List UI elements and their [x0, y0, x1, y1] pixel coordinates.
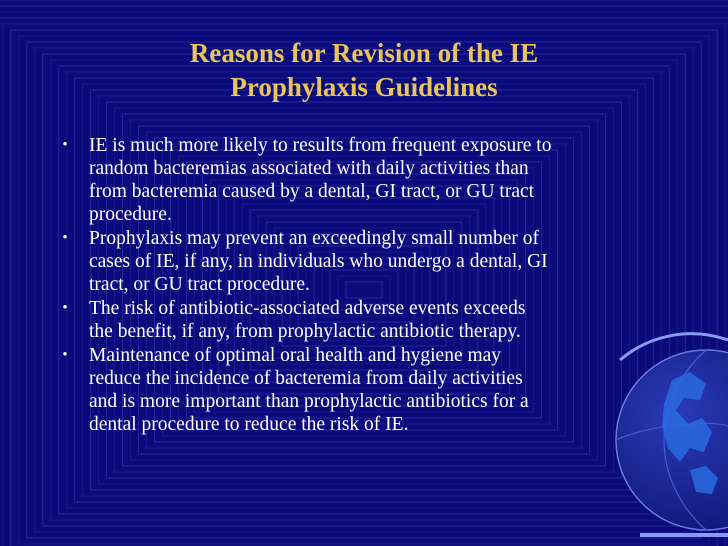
bullet-line: tract, or GU tract procedure.: [89, 274, 310, 295]
bullet-line: IE is much more likely to results from frequent exposure to: [89, 135, 552, 156]
bullet-item: [58, 227, 678, 296]
slide-title: [100, 36, 628, 104]
bullet-line: cases of IE, if any, in individuals who undergo a dental, GI: [89, 251, 548, 272]
bullet-icon: •: [62, 347, 68, 363]
bullet-icon: •: [62, 300, 68, 316]
bullet-line: from bacteremia caused by a dental, GI tract, or GU tract: [89, 181, 535, 202]
bullet-icon: •: [62, 137, 68, 153]
slide-title-line: Prophylaxis Guidelines: [230, 72, 498, 102]
bullet-line: dental procedure to reduce the risk of IE.: [89, 414, 409, 435]
bullet-item: [58, 134, 678, 226]
bullet-line: and is more important than prophylactic antibiotics for a: [89, 391, 529, 412]
bullet-line: The risk of antibiotic-associated adverse events exceeds: [89, 298, 526, 319]
bullet-item: [58, 297, 678, 343]
bullet-line: Prophylaxis may prevent an exceedingly small number of: [89, 228, 540, 249]
slide-title-line: Reasons for Revision of the IE: [189, 38, 539, 68]
bullet-line: reduce the incidence of bacteremia from daily activities: [89, 368, 523, 389]
bullet-list: [58, 134, 678, 437]
bullet-line: random bacteremias associated with daily activities than: [89, 158, 529, 179]
bullet-line: Maintenance of optimal oral health and hygiene may: [89, 345, 502, 366]
bullet-line: the benefit, if any, from prophylactic antibiotic therapy.: [89, 321, 521, 342]
bullet-line: procedure.: [89, 204, 172, 225]
bullet-item: [58, 344, 678, 436]
bullet-icon: •: [62, 230, 68, 246]
